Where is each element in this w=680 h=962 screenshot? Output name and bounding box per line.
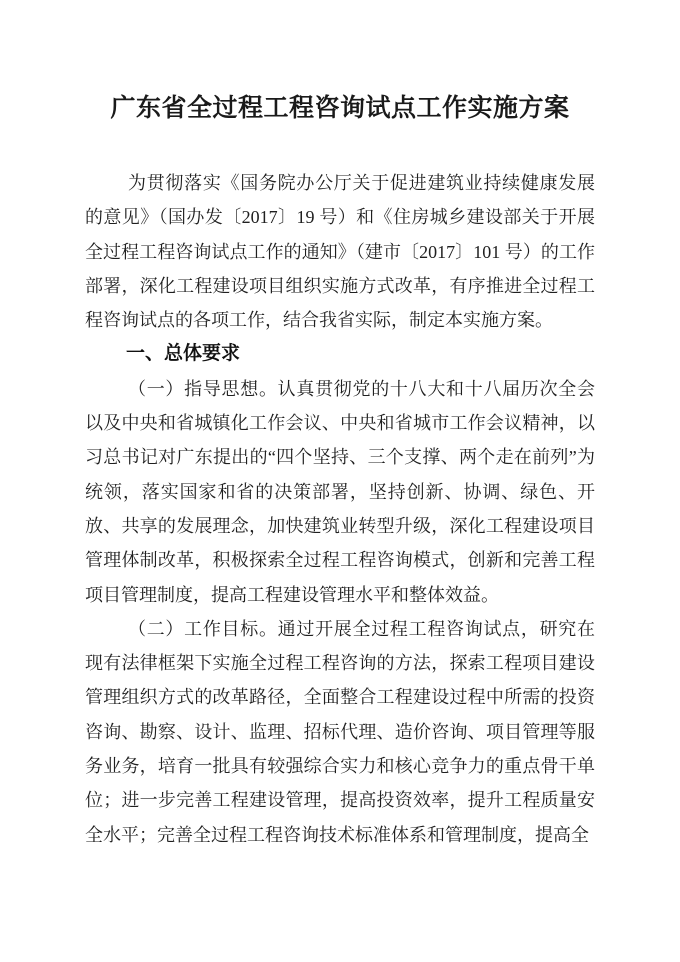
work-goals-paragraph: （二）工作目标。通过开展全过程工程咨询试点，研究在现有法律框架下实施全过程工程咨询的方法，探索工程项目建设管理组织方式的改革路径，全面整合工程建设过程中所需的投资咨询、勘察、设计、监理、招标代理、造价咨询、项目管理等服务业务，培育一批具有较强综合实力和核心竞争力的重点骨干单位；进一步完善工程建设管理，提高投资效率，提升工程质量安全水平；完善全过程工程咨询技术标准体系和管理制度，提高全 <box>85 618 595 845</box>
document-title: 广东省全过程工程咨询试点工作实施方案 <box>110 95 570 122</box>
intro-paragraph: 为贯彻落实《国务院办公厅关于促进建筑业持续健康发展的意见》（国办发〔2017〕19 号）和《住房城乡建设部关于开展全过程工程咨询试点工作的通知》（建市〔2017〕101 号）的工作部署，深化工程建设项目组织实施方式改革，有序推进全过程工程咨询试点的各项工作，结合我省实际，制定本实施方案。 <box>85 173 595 331</box>
guiding-ideology-paragraph: （一）指导思想。认真贯彻党的十八大和十八届历次全会以及中央和省城镇化工作会议、中央和省城市工作会议精神，以习总书记对广东提出的“四个坚持、三个支撑、两个走在前列”为统领，落实国家和省的决策部署，坚持创新、协调、绿色、开放、共享的发展理念，加快建筑业转型升级，深化工程建设项目管理体制改革，积极探索全过程工程咨询模式，创新和完善工程项目管理制度，提高工程建设管理水平和整体效益。 <box>85 378 595 605</box>
section-heading-overall-requirements: 一、总体要求 <box>126 343 241 365</box>
